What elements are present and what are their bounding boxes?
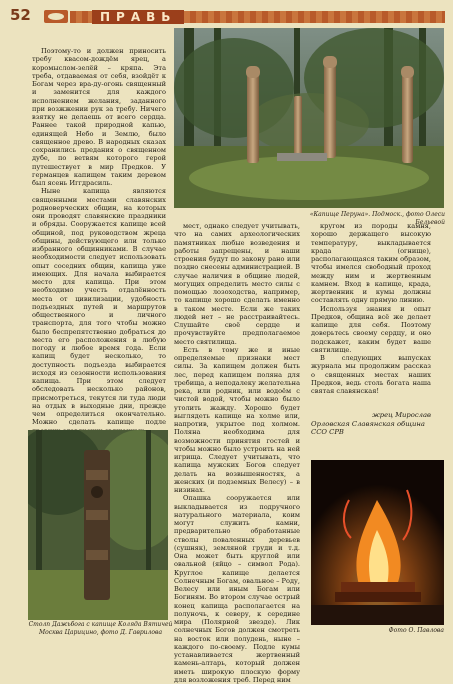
paragraph: Есть в тому же и иные определяемые признаки мест силы. За капищем должен быть лес, перед капищем поляна для требища, а неподалеку желательна река, или родник, или водоём с чистой водой, чтобы можно было утолить жажду. Хорошо будет выглядеть капище на холме или, напротив, укрытое под холмом. Поляна необходима для возможности принятия гостей и чтобы можно было устроить на ней игрища. Следует учитывать, что капища мужских Богов следует делать на возвышенностях, а женских (и подземных Велесу) – в низинах. [174,345,300,494]
text-column-1 [32,47,166,435]
text-column-3 [311,222,431,395]
bottom-right-caption: Фото О. Павлова [388,627,444,634]
section-title: ПРАВЬ [92,10,184,24]
top-photo-caption: «Капище Перуна». Подмоск., фото Олеси Бельевой [309,211,445,226]
author-community: Орловская Славянская община ССО СРВ [311,419,425,436]
author-signature [311,411,431,437]
paragraph: В следующих выпусках журнала мы продолжим рассказ о священных местах наших Предков, ведь столь богата наша святая славянская! [311,354,431,395]
idols-photo [174,28,444,208]
paragraph: Используя знания и опыт Предков, община всё же делает капище для себя. Поэтому доверьтесь своему сердцу, и оно подскажет, каким будет ваше святилище. [311,304,431,354]
paragraph: мест, однако следует учитывать, что на самих археологических памятниках любые возведения и работы запрещены, и наши строения будут по закону рано или поздно снесены администрацией. В случае наличия в общине людей, могущих определить место силы с помощью лозоходства, например, то капище хорошо сделать именно в таком месте. Если же таких людей нет – не расстраивайтесь. Слушайте своё сердце и прочувствуйте предполагаемое место святилища. [174,222,300,346]
fire-photo [311,460,444,625]
paragraph: Поэтому-то и должен приносить требу квасом-дождём ярец, а коромыслом-зелёй – кряпа. Эта треба, отдаваемая от себя, взойдёт к Богам через вра-ду-огонь священный и заменится для каждого исполнением желания, заданного при возжжении рук за требу. Ничего взятку не делаешь от всего сердца. Раннее такой природной капью, единящей Небо и Землю, было священное древо. В народных сказах сохранились предания о священном дубе, по ветвям которого герой путешествует в мир Предков. У германцев капищем таким деревом был ясень Иггдрасиль. [32,47,166,187]
paragraph: Опашка сооружается или выкладывается из подручного натурального материала, коим могут служить камни, предварительно обработанные стволы поваленных деревьев (сушняк), земляной груди и т.д. Она может быть круглой или овальной (яйцо – символ Рода). Круглое капище делается Солнечным Богам, овальное – Роду, Велесу или иным Богам или Богиням. Во втором случае острый конец капища располагается на полуночь, к северу, к середине мира (Полярной звезде). Лик солнечных Богов должен смотреть на восток или полудень, ныне – каждого по-своему. Подле кумы устанавливается жертвенный камень-алтарь, который должен иметь широкую плоскую форму для возложения треб. Перед ним [174,494,300,684]
text-column-2 [174,222,300,684]
bottom-left-caption: Столп Дажьбога с капище Коляда Вятичей Москва Царицино, фото Д. Гаврилова [28,621,173,636]
paragraph: кругом из породы камня, хорошо держащего высокую температуру, выкладывается крада (огнище), располагающаяся таким образом, чтобы имелся свободный проход между ним и жертвенным камнем. Вход в капище, крада, жертвенник и кумы должны составлять одну прямую линию. [311,222,431,305]
author-name: жрец Мирослав [372,411,431,419]
page-number: 52 [10,6,31,24]
paragraph: Ныне капища являются священными местами славянских родноверческих общин, на которых они проводят славянские праздники и обряды. Сооружается капище всей общиной, под руководством жреца общины, действующего или только избранного общинниками. В случае необходимости следует использовать опыт соседних общин, капища уже имеющих. Для начала выбирается место для капища. При этом необходимо учесть отдалённость места от цивилизации, удобность подъездных путей и маршрутов общественного и личного транспорта, для того чтобы можно было беспрепятственно добраться до места его расположения в любую погоду и любое время года. Если капищ будет несколько, то доступность подъезда выбирается исходя из сезонности использования капища. При этом следует обследовать несколько районов, присмотреться, текутся ли туда люди на отдых в выходные дни, прежде чем определиться окончательно. Можно сделать капище подле [32,187,166,427]
page-header [0,0,453,30]
pillar-photo [28,430,168,620]
ornament-icon [44,10,68,23]
